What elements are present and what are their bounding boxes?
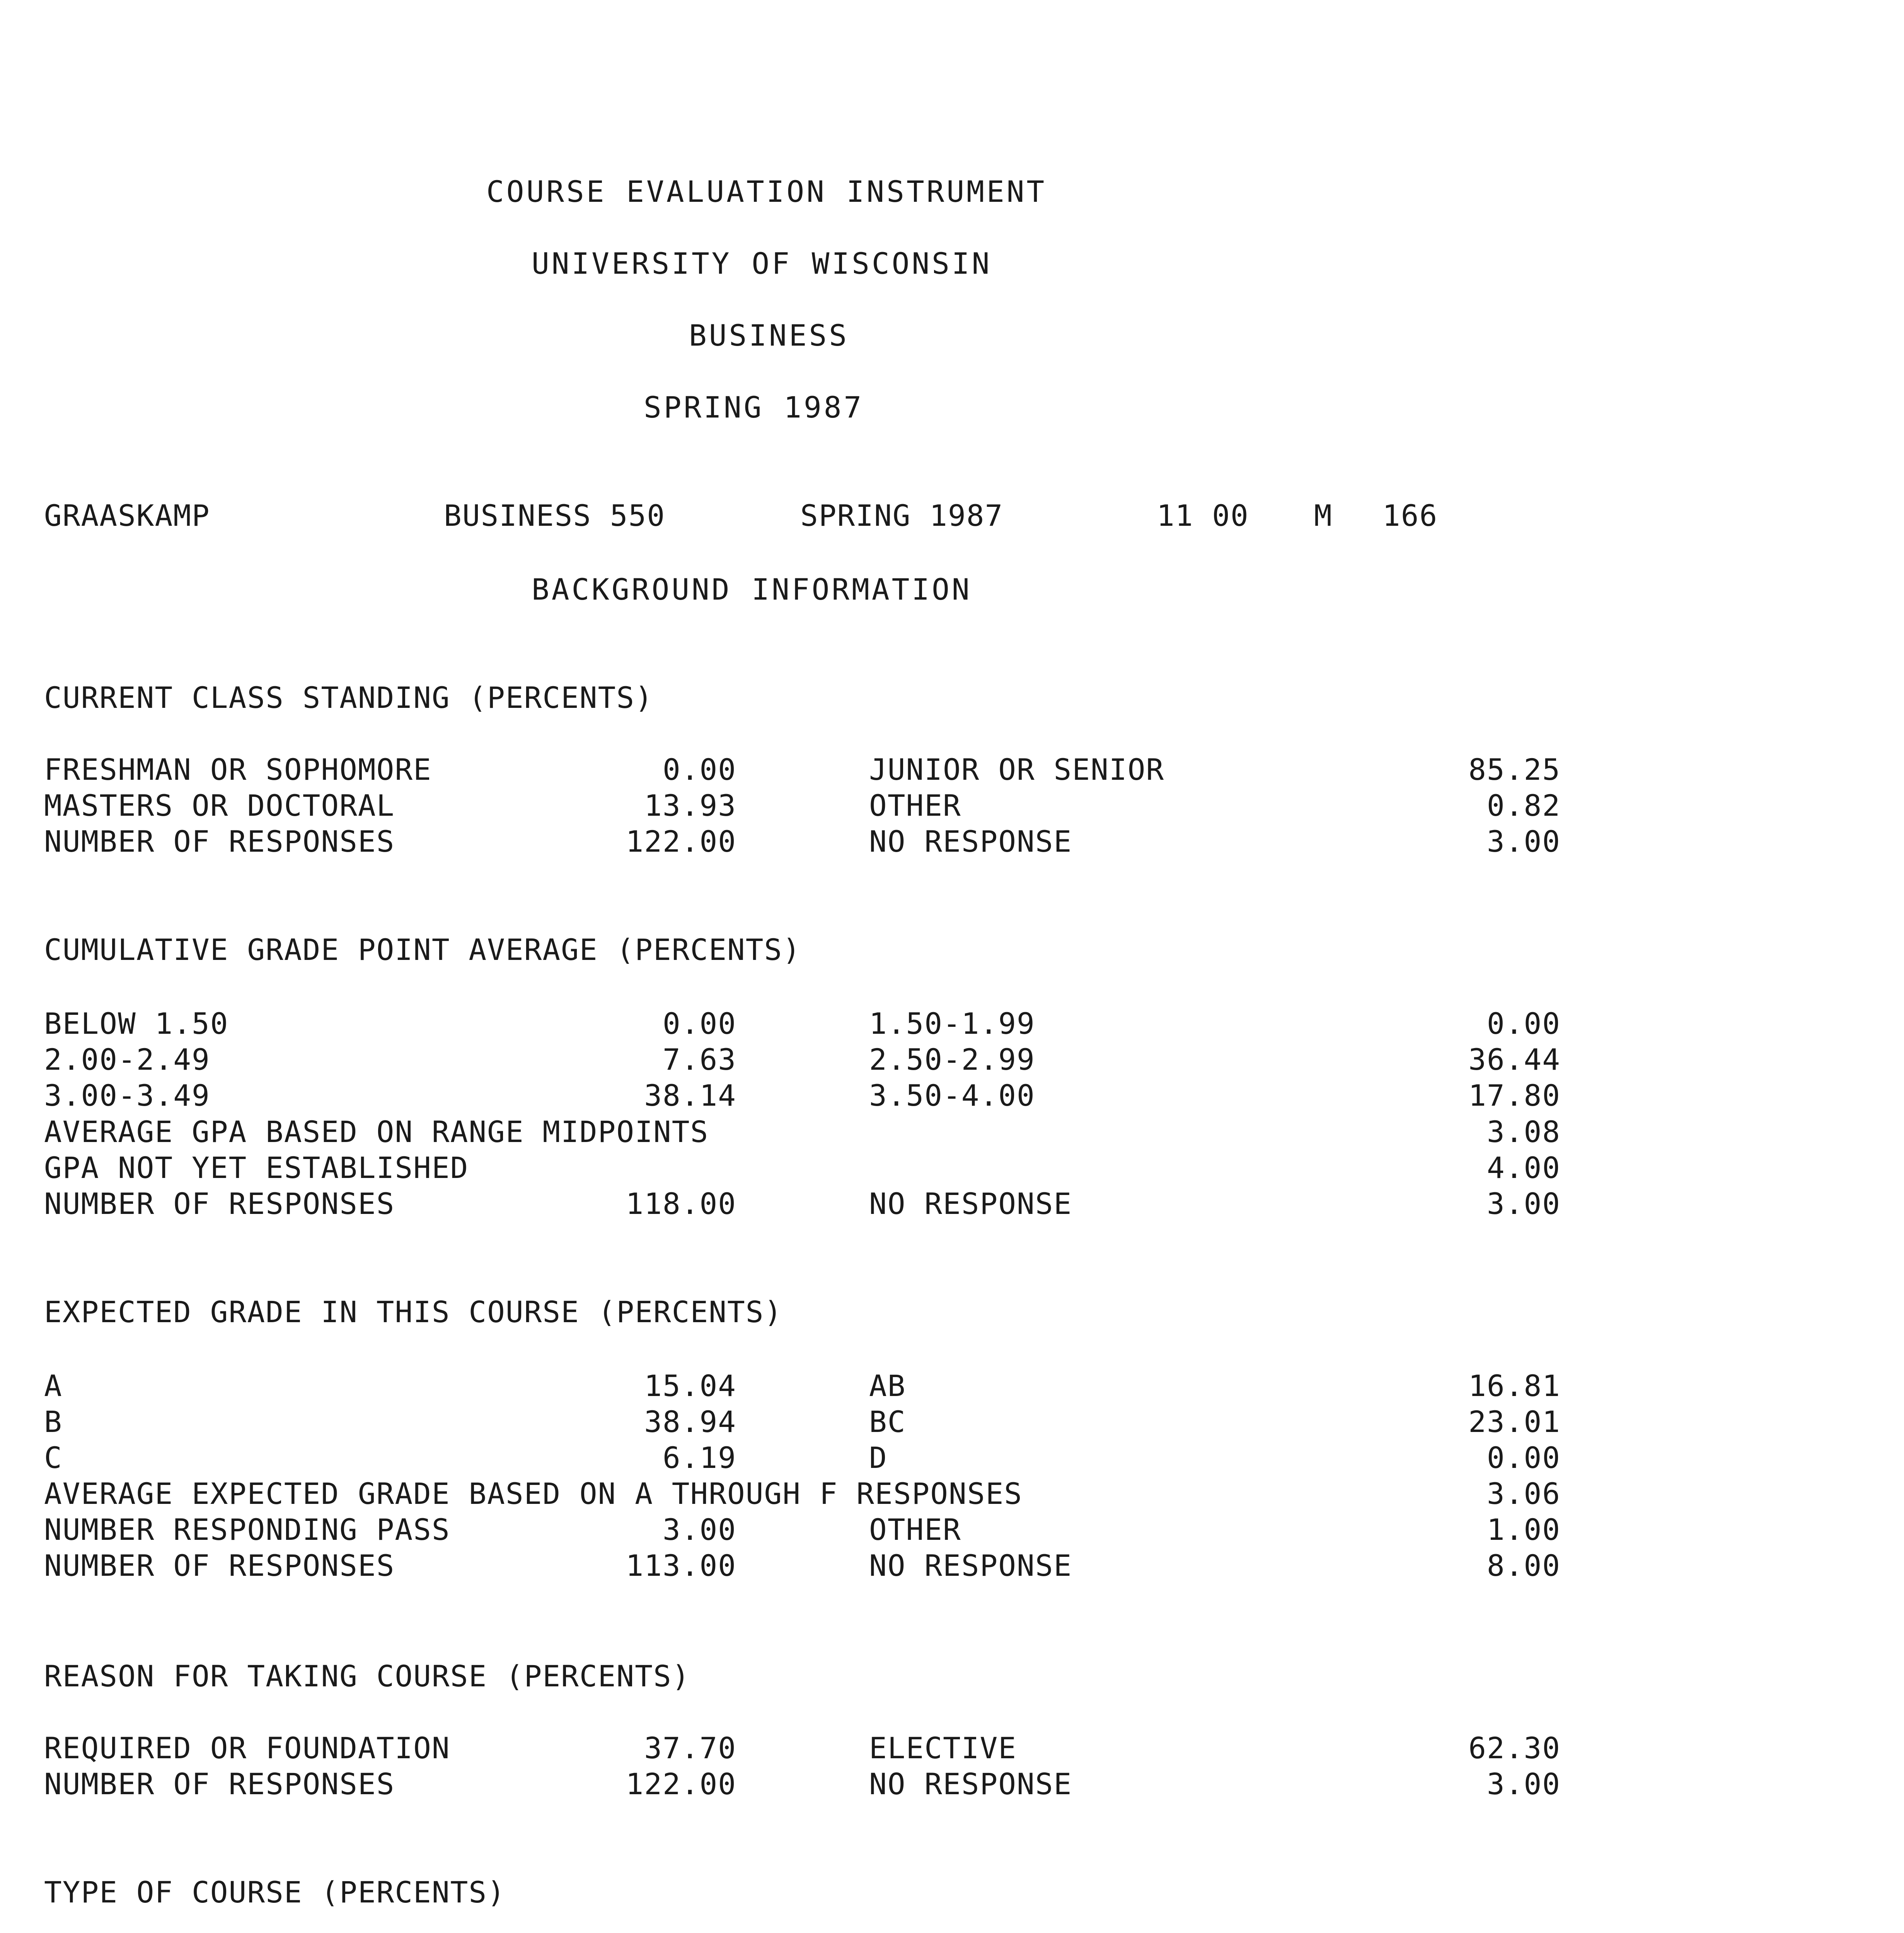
row-value: 13.93	[644, 788, 736, 823]
expected-grade-average-value: 3.06	[1486, 1476, 1561, 1511]
row-label: BELOW 1.50	[44, 1006, 229, 1041]
row-value: 38.14	[644, 1078, 736, 1113]
expected-grade-no-response-label: NO RESPONSE	[869, 1548, 1072, 1583]
expected-grade-responses-value: 113.00	[626, 1548, 736, 1583]
row-label: FRESHMAN OR SOPHOMORE	[44, 752, 432, 787]
row-value: 62.30	[1468, 1731, 1561, 1765]
gpa-no-response-label: NO RESPONSE	[869, 1186, 1072, 1221]
section-title: BACKGROUND INFORMATION	[532, 572, 972, 607]
row-label: NUMBER OF RESPONSES	[44, 824, 395, 859]
row-label: BC	[869, 1405, 906, 1439]
row-value: 36.44	[1468, 1042, 1561, 1077]
row-label: 2.00-2.49	[44, 1042, 210, 1077]
gpa-average-label: AVERAGE GPA BASED ON RANGE MIDPOINTS	[44, 1115, 709, 1149]
pass-value: 3.00	[662, 1512, 736, 1547]
row-value: 6.19	[662, 1440, 736, 1475]
row-value: 38.94	[644, 1405, 736, 1439]
row-label: REQUIRED OR FOUNDATION	[44, 1731, 450, 1765]
row-label: 3.50-4.00	[869, 1078, 1035, 1113]
row-value: 0.00	[662, 752, 736, 787]
other-value: 1.00	[1486, 1512, 1561, 1547]
row-value: 122.00	[626, 1767, 736, 1801]
row-value: 7.63	[662, 1042, 736, 1077]
course-time: 11 00	[1157, 498, 1249, 533]
instructor-name: GRAASKAMP	[44, 498, 210, 533]
row-label: OTHER	[869, 788, 961, 823]
row-label: D	[869, 1440, 888, 1475]
gpa-responses-value: 118.00	[626, 1186, 736, 1221]
row-label: NO RESPONSE	[869, 1767, 1072, 1801]
row-value: 15.04	[644, 1369, 736, 1403]
row-value: 23.01	[1468, 1405, 1561, 1439]
expected-grade-title: EXPECTED GRADE IN THIS COURSE (PERCENTS)	[44, 1295, 783, 1329]
row-label: MASTERS OR DOCTORAL	[44, 788, 395, 823]
row-value: 0.82	[1486, 788, 1561, 823]
gpa-title: CUMULATIVE GRADE POINT AVERAGE (PERCENTS)	[44, 932, 801, 967]
course-day: M	[1314, 498, 1333, 533]
gpa-no-response-value: 3.00	[1486, 1186, 1561, 1221]
row-value: 0.00	[1486, 1006, 1561, 1041]
gpa-average-value: 3.08	[1486, 1115, 1561, 1149]
row-label: AB	[869, 1369, 906, 1403]
row-label: JUNIOR OR SENIOR	[869, 752, 1165, 787]
row-label: C	[44, 1440, 63, 1475]
school-name: BUSINESS	[689, 318, 849, 353]
report-title: COURSE EVALUATION INSTRUMENT	[486, 174, 1047, 209]
course-term: SPRING 1987	[800, 498, 1004, 533]
row-value: 3.00	[1486, 824, 1561, 859]
expected-grade-responses-label: NUMBER OF RESPONSES	[44, 1548, 395, 1583]
other-label: OTHER	[869, 1512, 961, 1547]
expected-grade-average-label: AVERAGE EXPECTED GRADE BASED ON A THROUGH F RESPONSES	[44, 1476, 1023, 1511]
row-label: 3.00-3.49	[44, 1078, 210, 1113]
row-label: B	[44, 1405, 63, 1439]
course-section: 166	[1382, 498, 1438, 533]
row-label: 2.50-2.99	[869, 1042, 1035, 1077]
row-value: 16.81	[1468, 1369, 1561, 1403]
expected-grade-no-response-value: 8.00	[1486, 1548, 1561, 1583]
report-term: SPRING 1987	[644, 390, 864, 424]
gpa-not-established-value: 4.00	[1486, 1151, 1561, 1185]
row-label: 1.50-1.99	[869, 1006, 1035, 1041]
row-label: NUMBER OF RESPONSES	[44, 1767, 395, 1801]
pass-label: NUMBER RESPONDING PASS	[44, 1512, 450, 1547]
reason-title: REASON FOR TAKING COURSE (PERCENTS)	[44, 1659, 690, 1693]
row-label: ELECTIVE	[869, 1731, 1017, 1765]
university-name: UNIVERSITY OF WISCONSIN	[532, 246, 992, 281]
row-value: 122.00	[626, 824, 736, 859]
gpa-not-established-label: GPA NOT YET ESTABLISHED	[44, 1151, 469, 1185]
row-value: 37.70	[644, 1731, 736, 1765]
row-value: 0.00	[662, 1006, 736, 1041]
course-name: BUSINESS 550	[444, 498, 666, 533]
gpa-responses-label: NUMBER OF RESPONSES	[44, 1186, 395, 1221]
row-label: A	[44, 1369, 63, 1403]
row-value: 0.00	[1486, 1440, 1561, 1475]
row-value: 3.00	[1486, 1767, 1561, 1801]
class-standing-title: CURRENT CLASS STANDING (PERCENTS)	[44, 680, 653, 715]
row-label: NO RESPONSE	[869, 824, 1072, 859]
course-type-title: TYPE OF COURSE (PERCENTS)	[44, 1875, 506, 1909]
row-value: 85.25	[1468, 752, 1561, 787]
row-value: 17.80	[1468, 1078, 1561, 1113]
